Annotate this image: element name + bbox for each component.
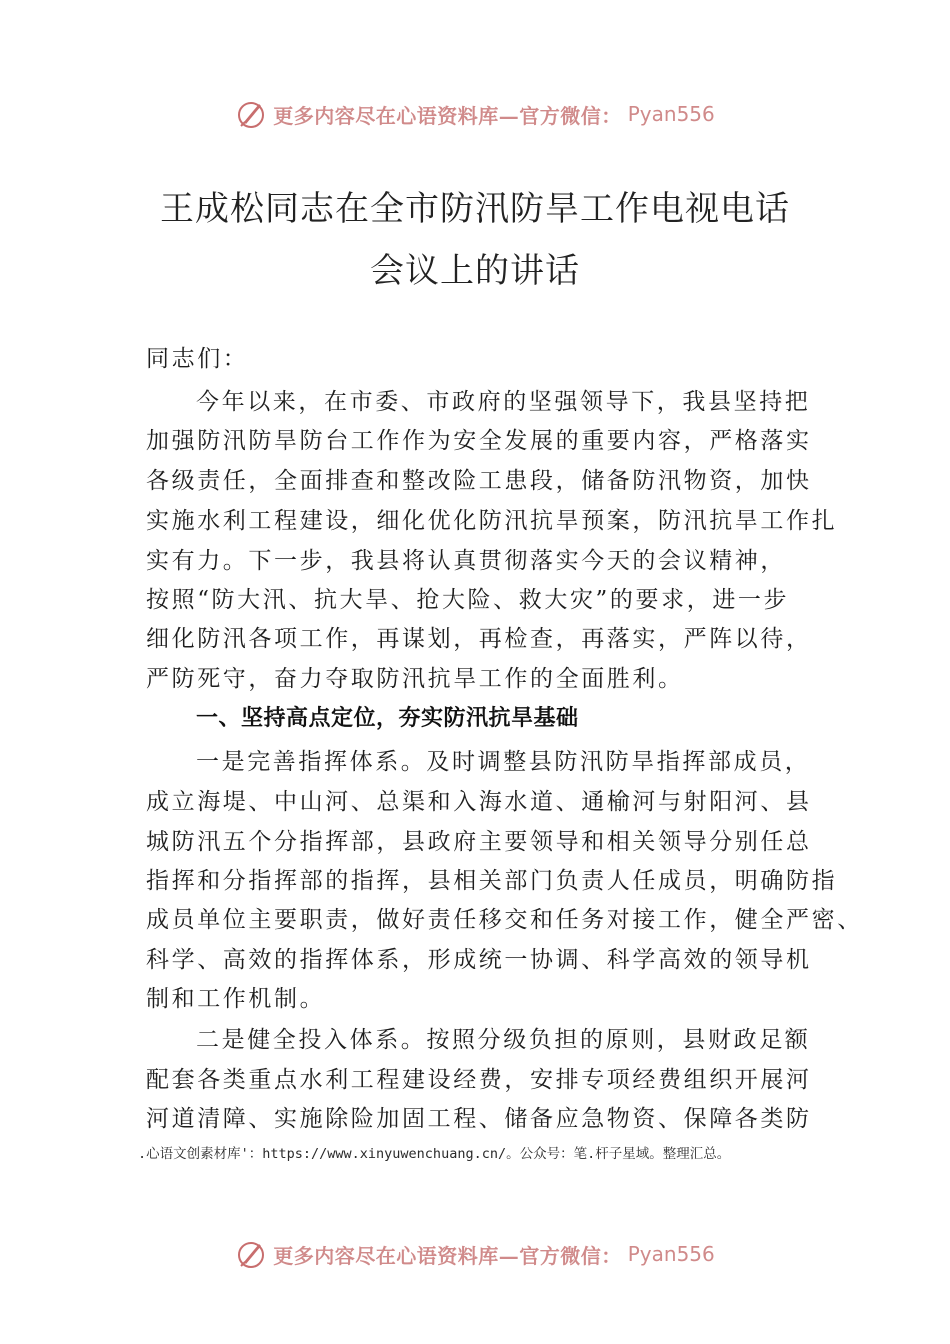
paragraph-line: 配套各类重点水利工程建设经费，安排专项经费组织开展河 <box>146 1067 812 1093</box>
banner-wechat-id: Pyan556 <box>627 102 715 126</box>
paragraph-line: 城防汛五个分指挥部，县政府主要领导和相关领导分别任总 <box>146 829 812 855</box>
document-title-line-1: 王成松同志在全市防汛防旱工作电视电话 <box>160 189 790 229</box>
paragraph-line: 各级责任，全面排查和整改险工患段，储备防汛物资，加快 <box>146 468 812 494</box>
bottom-banner <box>0 1236 950 1272</box>
top-banner <box>0 96 950 132</box>
banner-wechat-id: Pyan556 <box>627 1242 715 1266</box>
paragraph-line: 严防死守，奋力夺取防汛抗旱工作的全面胜利。 <box>146 666 684 692</box>
paragraph-line: 指挥和分指挥部的指挥，县相关部门负责人任成员，明确防指 <box>146 868 838 894</box>
quill-pen-logo-icon <box>235 1238 267 1270</box>
paragraph-line: 实施水利工程建设，细化优化防汛抗旱预案，防汛抗旱工作扎 <box>146 508 838 534</box>
banner-text: 更多内容尽在心语资料库—官方微信： <box>273 103 622 128</box>
paragraph-line: 二是健全投入体系。按照分级负担的原则，县财政足额 <box>196 1027 811 1053</box>
section-heading: 一、坚持高点定位，夯实防汛抗旱基础 <box>196 706 579 731</box>
paragraph-line: 细化防汛各项工作，再谋划，再检查，再落实，严阵以待， <box>146 626 812 652</box>
source-footnote: .心语文创素材库'：https://www.xinyuwenchuang.cn/。公众号：笔.杆子星域。整理汇总。 <box>138 1146 731 1162</box>
quill-pen-logo-icon <box>235 98 267 130</box>
banner-text: 更多内容尽在心语资料库—官方微信： <box>273 1243 622 1268</box>
paragraph-line: 科学、高效的指挥体系，形成统一协调、科学高效的领导机 <box>146 947 812 973</box>
salutation: 同志们： <box>146 346 249 372</box>
paragraph-line: 按照“防大汛、抗大旱、抢大险、救大灾”的要求，进一步 <box>146 587 790 613</box>
paragraph-line: 成员单位主要职责，做好责任移交和任务对接工作，健全严密、 <box>146 907 863 933</box>
paragraph-line: 今年以来，在市委、市政府的坚强领导下，我县坚持把 <box>196 389 811 415</box>
paragraph-line: 制和工作机制。 <box>146 986 326 1012</box>
paragraph-line: 加强防汛防旱防台工作作为安全发展的重要内容，严格落实 <box>146 428 812 454</box>
document-title-line-2: 会议上的讲话 <box>370 251 580 291</box>
paragraph-line: 一是完善指挥体系。及时调整县防汛防旱指挥部成员， <box>196 749 811 775</box>
paragraph-line: 实有力。下一步，我县将认真贯彻落实今天的会议精神， <box>146 548 786 574</box>
paragraph-line: 成立海堤、中山河、总渠和入海水道、通榆河与射阳河、县 <box>146 789 812 815</box>
paragraph-line: 河道清障、实施除险加固工程、储备应急物资、保障各类防 <box>146 1106 812 1132</box>
